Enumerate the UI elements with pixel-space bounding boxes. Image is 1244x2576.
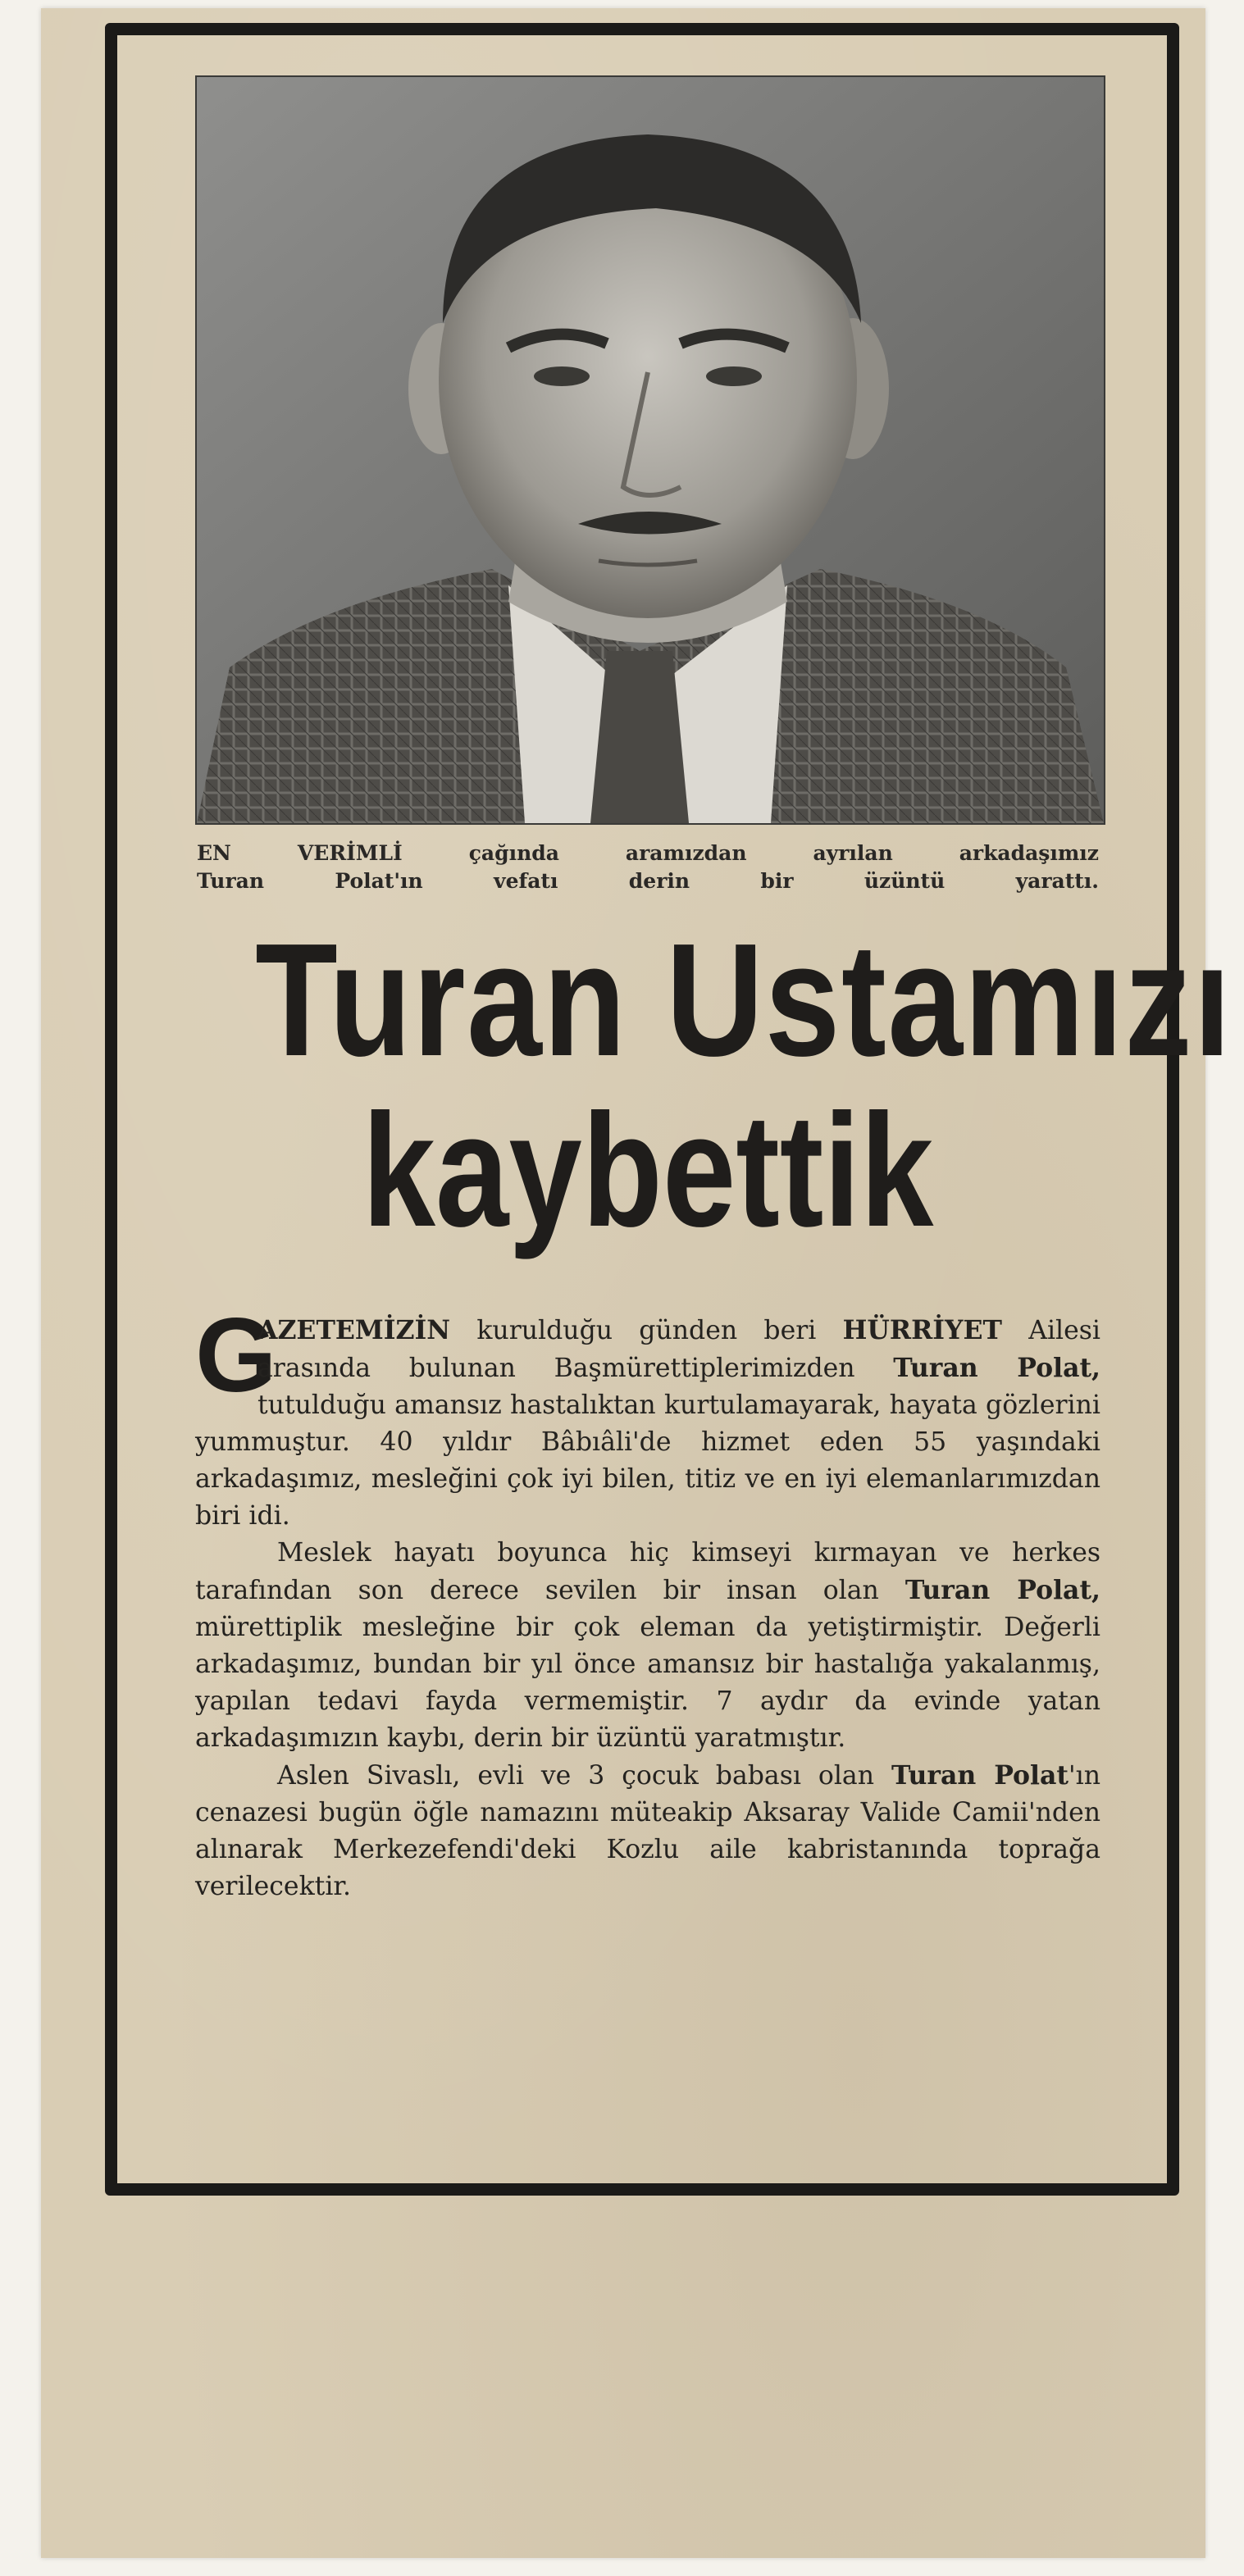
- person-name: Turan Polat,: [893, 1353, 1100, 1383]
- p3-text-a: Aslen Sivaslı, evli ve 3 çocuk babası olan: [277, 1761, 891, 1791]
- lead-word: AZETEMİZİN: [257, 1315, 451, 1345]
- newspaper-name: HÜRRİYET: [842, 1315, 1002, 1345]
- p1-text-c: tutulduğu amansız hastalıktan kurtulamayarak, hayata gözlerini yummuştur. 40 yıldır Bâbıâli'de hizmet eden 55 yaşındaki arkadaşımız, mesleğini çok iyi bilen, titiz ve en iyi elemanlarımızdan biri idi.: [195, 1390, 1100, 1531]
- person-name: Turan Polat,: [905, 1575, 1100, 1605]
- portrait-illustration: [197, 77, 1104, 823]
- caption-line-1: EN VERİMLİ çağında aramızdan ayrılan arkadaşımız: [197, 841, 1099, 865]
- article-body: [195, 1297, 1101, 1905]
- headline: [180, 910, 1233, 1260]
- caption-line-2: Turan Polat'ın vefatı derin bir üzüntü yarattı.: [197, 869, 1099, 893]
- article-paragraph-3: [195, 1757, 1100, 1905]
- photo-caption: [197, 840, 1099, 895]
- headline-line-1: Turan Ustamızı: [255, 910, 1233, 1090]
- p1-text-a: kurulduğu günden beri: [450, 1316, 843, 1345]
- p2-text-a: Meslek hayatı boyunca hiç kimseyi kırmayan ve herkes tarafından son derece sevilen bir insan olan: [195, 1538, 1100, 1605]
- p2-text-b: mürettiplik mesleğine bir çok eleman da yetiştirmiştir. Değerli arkadaşımız, bundan bir yıl önce amansız bir hastalığa yakalanmış, yapılan tedavi fayda vermemiştir. 7 aydır da evinde yatan arkadaşımızın kaybı, derin bir üzüntü yaratmıştır.: [195, 1613, 1100, 1753]
- person-name: Turan Polat: [891, 1760, 1069, 1791]
- headline-line-2: kaybettik: [362, 1081, 934, 1260]
- p3-text-b: 'ın cenazesi bugün öğle namazını müteakip Aksaray Valide Camii'nden alınarak Merkezefendi'deki Kozlu aile kabristanında toprağa verilecektir.: [195, 1761, 1101, 1901]
- portrait-photo: [195, 75, 1105, 825]
- article-paragraph-2: [195, 1535, 1100, 1757]
- drop-cap: G: [195, 1297, 277, 1414]
- article-paragraph-1: [195, 1297, 1100, 1535]
- p1-text-b: Ailesi arasında bulunan Başmürettiplerimizden: [257, 1316, 1100, 1383]
